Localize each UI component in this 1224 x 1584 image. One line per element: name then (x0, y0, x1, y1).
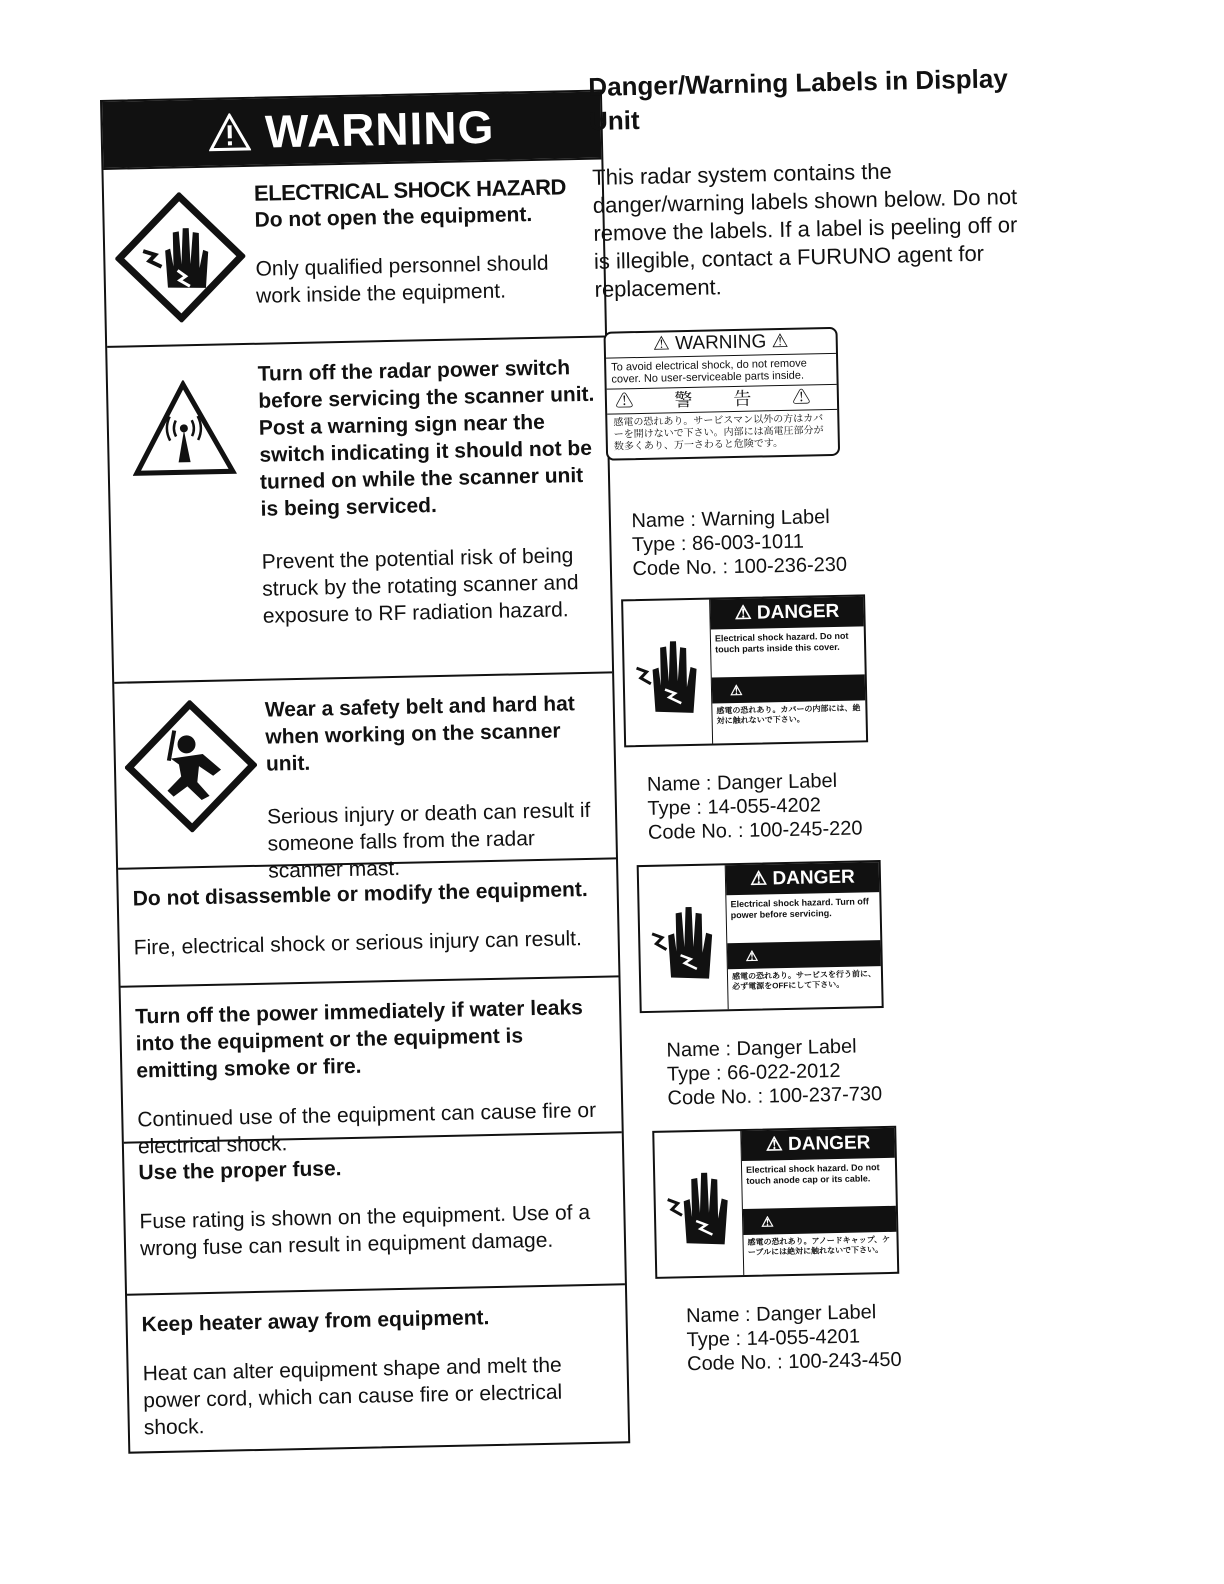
disassemble-title: Do not disassemble or modify the equipment. (132, 877, 588, 911)
danger-label-card (621, 594, 868, 747)
warning-box (100, 89, 630, 1453)
danger-label-card (637, 860, 884, 1013)
label-code: Code No. : 100-245-220 (647, 817, 863, 844)
label-info-3 (666, 1034, 882, 1110)
falling-person-icon (124, 699, 259, 834)
danger-label-bar: ⚠ (712, 674, 866, 703)
danger-label-card (652, 1126, 899, 1279)
warning-triangle-icon (209, 113, 252, 152)
radar-power-title: Turn off the radar power switch before servicing the scanner unit. Post a warning sign near the switch indicating it should not be turned on while the scanner unit is being serviced. (257, 356, 595, 521)
label-type: Type : 66-022-2012 (666, 1059, 841, 1086)
danger-label-bar: ⚠ (743, 1206, 897, 1235)
warning-header-text: WARNING (264, 100, 495, 158)
safety-belt-body: Serious injury or death can result if someone falls from the radar scanner mast. (266, 798, 591, 883)
intro-paragraph: This radar system contains the danger/warning labels shown below. Do not remove the labels. If a label is peeling off or is illegible, contact a FURUNO agent for replacement. (591, 158, 1018, 302)
warning-label-head: ⚠ WARNING ⚠ (606, 329, 836, 359)
danger-label-en: Electrical shock hazard. Turn off power before servicing. (730, 896, 869, 921)
label-code: Code No. : 100-237-730 (667, 1083, 883, 1110)
label-name: Name : Danger Label (646, 769, 838, 796)
disassemble-section (118, 857, 618, 985)
safety-belt-title: Wear a safety belt and hard hat when working on the scanner unit. (264, 692, 576, 776)
electrical-body: Only qualified personnel should work inside the equipment. (255, 251, 549, 308)
warning-label-jp: 感電の恐れあり。サービスマン以外の方はカバーを開けないで下さい。内部には高電圧部分が数多くあり、万一さわると危険です。 (613, 413, 824, 453)
label-type: Type : 86-003-1011 (631, 530, 805, 557)
label-name: Name : Warning Label (631, 506, 830, 533)
fuse-title: Use the proper fuse. (138, 1157, 342, 1185)
safety-belt-section (114, 671, 616, 883)
electric-shock-hand-icon (663, 1158, 735, 1249)
label-type: Type : 14-055-4202 (647, 794, 822, 820)
danger-label-jp: 感電の恐れあり。カバーの内部には、絶対に触れないで下さい。 (716, 703, 861, 726)
label-info-4 (686, 1300, 902, 1376)
danger-label-jp: 感電の恐れあり。アノードキャップ、ケーブルには絶対に触れないで下さい。 (747, 1234, 891, 1257)
water-leak-body: Continued use of the equipment can cause fire or electrical shock. (137, 1098, 597, 1159)
label-info-1 (631, 505, 847, 581)
warning-header (102, 92, 601, 168)
label-code: Code No. : 100-243-450 (686, 1348, 902, 1376)
heater-body: Heat can alter equipment shape and melt the power cord, which can cause fire or electrical shock. (142, 1353, 563, 1440)
danger-label-head: ⚠ DANGER (741, 1128, 895, 1161)
warning-label-en: To avoid electrical shock, do not remove cover. No user-serviceable parts inside. (606, 354, 837, 390)
electrical-shock-section (103, 158, 605, 346)
fuse-body: Fuse rating is shown on the equipment. Use of a wrong fuse can result in equipment damage. (139, 1200, 591, 1261)
electric-shock-hand-icon (114, 191, 247, 324)
electrical-title: ELECTRICAL SHOCK HAZARD (253, 174, 567, 206)
heater-title: Keep heater away from equipment. (141, 1306, 490, 1337)
label-type: Type : 14-055-4201 (686, 1325, 861, 1352)
label-code: Code No. : 100-236-230 (632, 553, 848, 581)
danger-label-bar: ⚠ (727, 940, 881, 969)
label-info-2 (647, 768, 863, 844)
water-leak-section (121, 975, 622, 1159)
page-title: Danger/Warning Labels in Display Unit (588, 63, 1009, 136)
heater-section (127, 1283, 628, 1451)
fuse-section (124, 1131, 625, 1293)
electric-shock-hand-icon (632, 627, 704, 718)
warning-label-jhead: ⚠ 警 告 ⚠ (607, 385, 837, 415)
disassemble-body: Fire, electrical shock or serious injury can result. (133, 927, 583, 960)
electrical-subtitle: Do not open the equipment. (254, 202, 533, 232)
label-name: Name : Danger Label (666, 1035, 857, 1062)
right-column (588, 61, 1043, 1376)
warning-label-card (603, 327, 840, 461)
danger-label-en: Electrical shock hazard. Do not touch parts inside this cover. (714, 630, 849, 655)
radar-power-body: Prevent the potential risk of being struck by the rotating scanner and exposure to RF radiation hazard. (261, 544, 579, 628)
electric-shock-hand-icon (647, 892, 719, 983)
danger-label-en: Electrical shock hazard. Do not touch anode cap or its cable. (745, 1162, 880, 1186)
label-name: Name : Danger Label (685, 1301, 877, 1328)
danger-label-jp: 感電の恐れあり。サービスを行う前に、必ず電源をOFFにして下さい。 (731, 969, 877, 992)
rf-radiation-icon (131, 379, 237, 477)
water-leak-title: Turn off the power immediately if water leaks into the equipment or the equipment is emitting smoke or fire. (134, 996, 584, 1083)
danger-label-head: ⚠ DANGER (710, 596, 864, 629)
radar-power-section (107, 335, 612, 681)
danger-label-head: ⚠ DANGER (726, 862, 880, 895)
